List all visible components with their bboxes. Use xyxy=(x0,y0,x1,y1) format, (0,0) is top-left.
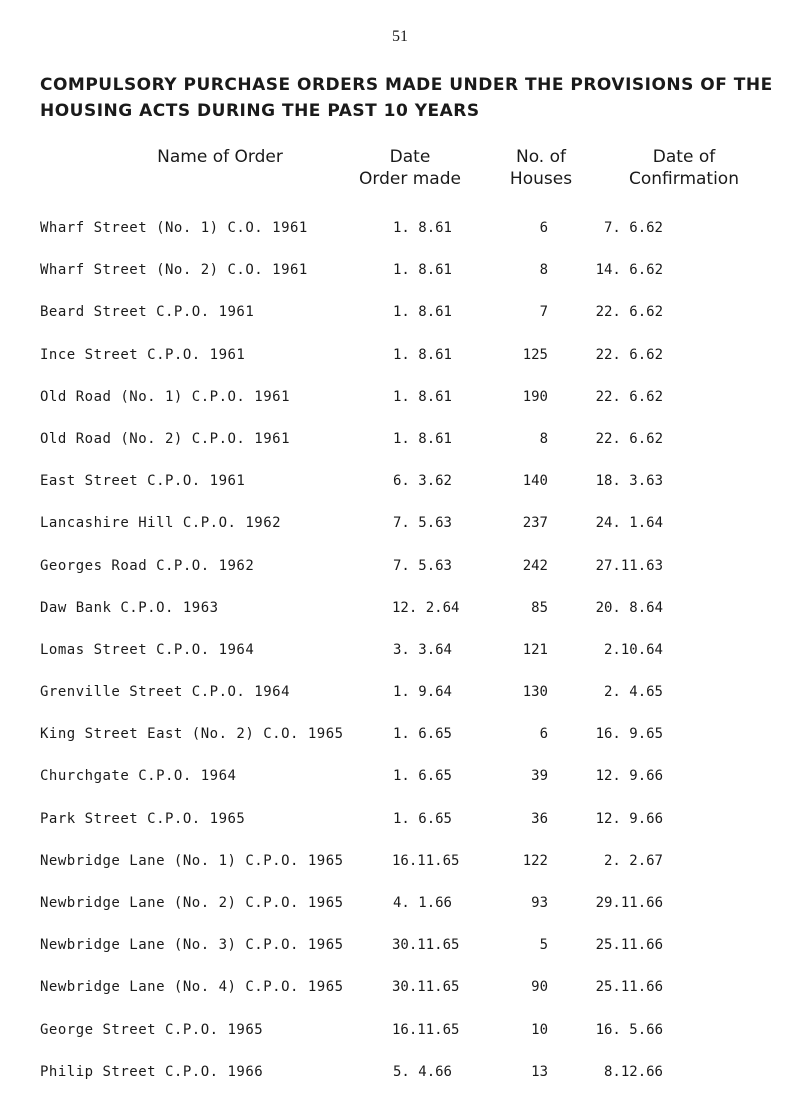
order-name: Philip Street C.P.O. 1966 xyxy=(40,1063,264,1080)
order-date: 7. 5.63 xyxy=(392,557,452,574)
confirmation-date: 22. 6.62 xyxy=(595,430,663,447)
order-date: 6. 3.62 xyxy=(392,473,452,490)
houses-count: 36 xyxy=(531,810,548,827)
order-date: 7. 5.63 xyxy=(392,515,452,532)
order-name: Park Street C.P.O. 1965 xyxy=(40,810,246,827)
order-date: 1. 6.65 xyxy=(392,726,452,743)
confirmation-date: 29.11.66 xyxy=(595,895,663,911)
header-name-label: Name of Order xyxy=(157,147,283,167)
table-row xyxy=(0,556,800,598)
table-row xyxy=(0,766,800,808)
table-row xyxy=(0,1062,800,1104)
order-date: 30.11.65 xyxy=(392,979,460,996)
table-row xyxy=(0,218,800,260)
confirmation-date: 22. 6.62 xyxy=(595,346,663,363)
houses-count: 90 xyxy=(531,979,548,996)
houses-count: 5 xyxy=(539,937,548,954)
order-name: Newbridge Lane (No. 2) C.P.O. 1965 xyxy=(40,895,344,911)
confirmation-date: 8.12.66 xyxy=(603,1063,663,1080)
table-row xyxy=(0,809,800,851)
order-name: Wharf Street (No. 1) C.O. 1961 xyxy=(40,220,308,236)
order-name: East Street C.P.O. 1961 xyxy=(40,473,246,490)
header-date-of-confirmation xyxy=(574,146,794,190)
order-date: 1. 8.61 xyxy=(392,346,452,363)
confirmation-date: 12. 9.66 xyxy=(595,768,663,785)
order-name: Newbridge Lane (No. 4) C.P.O. 1965 xyxy=(40,979,344,996)
header-date-order-made xyxy=(350,146,470,190)
table-row xyxy=(0,345,800,387)
houses-count: 13 xyxy=(531,1063,548,1080)
order-date: 12. 2.64 xyxy=(392,599,460,616)
houses-count: 8 xyxy=(539,430,548,447)
houses-count: 130 xyxy=(522,684,548,701)
houses-count: 125 xyxy=(522,346,548,363)
table-row xyxy=(0,640,800,682)
order-name: Churchgate C.P.O. 1964 xyxy=(40,768,237,785)
order-date: 4. 1.66 xyxy=(392,895,452,911)
houses-count: 121 xyxy=(522,641,548,658)
header-date-line2: Order made xyxy=(359,169,461,189)
order-date: 1. 8.61 xyxy=(392,388,452,405)
confirmation-date: 27.11.63 xyxy=(595,557,663,574)
confirmation-date: 2.10.64 xyxy=(603,641,663,658)
order-name: Lancashire Hill C.P.O. 1962 xyxy=(40,515,282,532)
houses-count: 8 xyxy=(539,262,548,279)
confirmation-date: 16. 9.65 xyxy=(595,726,663,743)
houses-count: 242 xyxy=(522,557,548,574)
order-date: 5. 4.66 xyxy=(392,1063,452,1080)
order-date: 1. 8.61 xyxy=(392,430,452,447)
order-name: Beard Street C.P.O. 1961 xyxy=(40,304,255,321)
confirmation-date: 2. 2.67 xyxy=(603,852,663,869)
houses-count: 6 xyxy=(539,726,548,743)
table-row xyxy=(0,851,800,893)
houses-count: 7 xyxy=(539,304,548,321)
table-row xyxy=(0,429,800,471)
houses-count: 6 xyxy=(539,220,548,236)
header-conf-line1: Date of xyxy=(652,147,716,167)
houses-count: 237 xyxy=(522,515,548,532)
order-date: 30.11.65 xyxy=(392,937,460,954)
table-row xyxy=(0,935,800,977)
table-row xyxy=(0,513,800,555)
confirmation-date: 25.11.66 xyxy=(595,937,663,954)
order-name: Newbridge Lane (No. 1) C.P.O. 1965 xyxy=(40,852,344,869)
order-name: Wharf Street (No. 2) C.O. 1961 xyxy=(40,262,308,279)
confirmation-date: 22. 6.62 xyxy=(595,304,663,321)
confirmation-date: 7. 6.62 xyxy=(603,220,663,236)
order-date: 1. 6.65 xyxy=(392,768,452,785)
table-row xyxy=(0,598,800,640)
table-row xyxy=(0,1020,800,1062)
confirmation-date: 25.11.66 xyxy=(595,979,663,996)
header-houses-line2: Houses xyxy=(509,169,573,189)
confirmation-date: 20. 8.64 xyxy=(595,599,663,616)
header-conf-line2: Confirmation xyxy=(629,169,739,189)
table-row xyxy=(0,260,800,302)
confirmation-date: 12. 9.66 xyxy=(595,810,663,827)
header-date-line1: Date xyxy=(389,147,431,167)
header-name-of-order xyxy=(150,146,290,168)
confirmation-date: 14. 6.62 xyxy=(595,262,663,279)
orders-table xyxy=(0,218,800,1104)
table-row xyxy=(0,977,800,1019)
order-name: Old Road (No. 1) C.P.O. 1961 xyxy=(40,388,291,405)
order-name: Grenville Street C.P.O. 1964 xyxy=(40,684,291,701)
order-date: 3. 3.64 xyxy=(392,641,452,658)
confirmation-date: 24. 1.64 xyxy=(595,515,663,532)
order-date: 16.11.65 xyxy=(392,852,460,869)
houses-count: 39 xyxy=(531,768,548,785)
order-date: 1. 6.65 xyxy=(392,810,452,827)
order-name: Old Road (No. 2) C.P.O. 1961 xyxy=(40,430,291,447)
page-number: 51 xyxy=(392,28,408,45)
houses-count: 122 xyxy=(522,852,548,869)
confirmation-date: 2. 4.65 xyxy=(603,684,663,701)
table-row xyxy=(0,471,800,513)
order-name: George Street C.P.O. 1965 xyxy=(40,1021,264,1038)
houses-count: 190 xyxy=(522,388,548,405)
order-name: King Street East (No. 2) C.O. 1965 xyxy=(40,726,344,743)
document-title: COMPULSORY PURCHASE ORDERS MADE UNDER THE PROVISIONS OF THE HOUSING ACTS DURING THE PAST 10 YEARS xyxy=(40,75,773,121)
order-name: Daw Bank C.P.O. 1963 xyxy=(40,599,219,616)
confirmation-date: 22. 6.62 xyxy=(595,388,663,405)
table-row xyxy=(0,724,800,766)
order-name: Georges Road C.P.O. 1962 xyxy=(40,557,255,574)
order-name: Lomas Street C.P.O. 1964 xyxy=(40,641,255,658)
order-date: 16.11.65 xyxy=(392,1021,460,1038)
order-name: Ince Street C.P.O. 1961 xyxy=(40,346,246,363)
order-name: Newbridge Lane (No. 3) C.P.O. 1965 xyxy=(40,937,344,954)
houses-count: 85 xyxy=(531,599,548,616)
table-row xyxy=(0,893,800,935)
table-row xyxy=(0,387,800,429)
order-date: 1. 8.61 xyxy=(392,304,452,321)
table-row xyxy=(0,682,800,724)
confirmation-date: 16. 5.66 xyxy=(595,1021,663,1038)
houses-count: 140 xyxy=(522,473,548,490)
order-date: 1. 8.61 xyxy=(392,262,452,279)
order-date: 1. 8.61 xyxy=(392,220,452,236)
houses-count: 10 xyxy=(531,1021,548,1038)
confirmation-date: 18. 3.63 xyxy=(595,473,663,490)
order-date: 1. 9.64 xyxy=(392,684,452,701)
table-row xyxy=(0,302,800,344)
houses-count: 93 xyxy=(531,895,548,911)
header-houses-line1: No. of xyxy=(515,147,566,167)
